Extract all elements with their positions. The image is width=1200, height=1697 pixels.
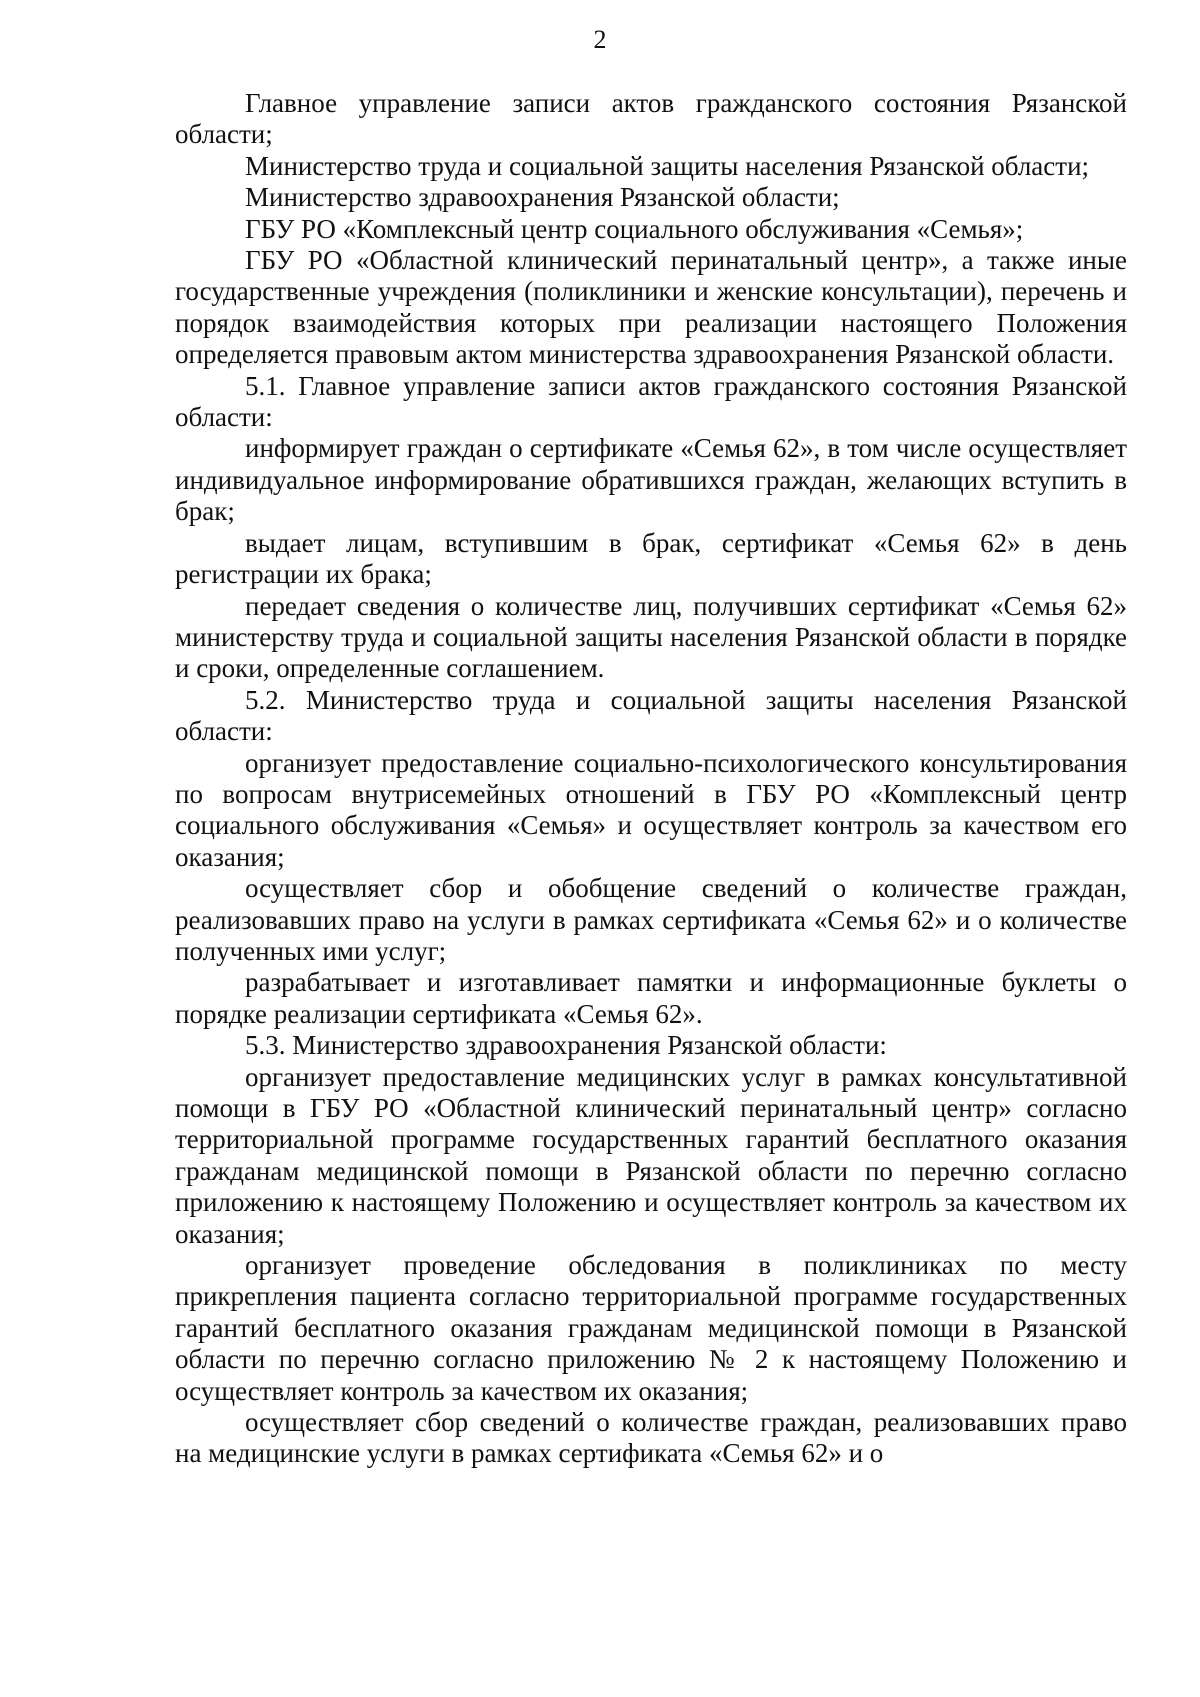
paragraph: осуществляет сбор сведений о количестве граждан, реализовавших право на медицинские услуги в рамках сертификата «Семья 62» и о [175,1407,1127,1469]
paragraph: Министерство здравоохранения Рязанской области; [245,182,840,213]
paragraph: разрабатывает и изготавливает памятки и информационные буклеты о порядке реализации сертификата «Семья 62». [175,967,1127,1029]
paragraph: информирует граждан о сертификате «Семья 62», в том числе осуществляет индивидуальное информирование обратившихся граждан, желающих вступить в брак; [175,433,1127,527]
page-number: 2 [593,25,607,54]
paragraph: выдает лицам, вступившим в брак, сертификат «Семья 62» в день регистрации их брака; [175,527,1127,590]
paragraph: передает сведения о количестве лиц, получивших сертификат «Семья 62» министерству труда и социальной защиты населения Рязанской области в порядке и сроки, определенные соглашением. [175,590,1127,684]
paragraph: ГБУ РО «Комплексный центр социального обслуживания «Семья»; [245,213,1024,244]
paragraph: осуществляет сбор и обобщение сведений о количестве граждан, реализовавших право на услуги в рамках сертификата «Семья 62» и о количестве полученных ими услуг; [175,873,1127,966]
paragraph: ГБУ РО «Областной клинический перинатальный центр», а также иные государственные учреждения (поликлиники и женские консультации), перечень и порядок взаимодействия которых при реализации настоящего Положения определяется правовым актом министерства здравоохранения Рязанской области. [175,245,1127,370]
paragraph: организует предоставление социально-психологического консультирования по вопросам внутрисемейных отношений в ГБУ РО «Комплексный центр социального обслуживания «Семья» и осуществляет контроль за качеством его оказания; [175,747,1127,872]
paragraph: организует предоставление медицинских услуг в рамках консультативной помощи в ГБУ РО «Областной клинический перинатальный центр» согласно территориальной программе государственных гарантий бесплатного оказания гражданам медицинской помощи в Рязанской области по перечню согласно приложению к настоящему Положению и осуществляет контроль за качеством их оказания; [175,1061,1127,1249]
section-heading-5-1: 5.1. Главное управление записи актов гражданского состояния Рязанской области: [175,370,1127,433]
section-heading-5-2: 5.2. Министерство труда и социальной защиты населения Рязанской области: [175,684,1127,747]
paragraph: Главное управление записи актов гражданского состояния Рязанской области; [175,88,1127,150]
document-body [175,88,1127,1470]
paragraph: Министерство труда и социальной защиты населения Рязанской области; [245,150,1090,181]
section-heading-5-3: 5.3. Министерство здравоохранения Рязанской области: [245,1030,887,1061]
paragraph: организует проведение обследования в поликлиниках по месту прикрепления пациента согласно территориальной программе государственных гарантий бесплатного оказания гражданам медицинской помощи в Рязанской области по перечню согласно приложению № 2 к настоящему Положению и осуществляет контроль за качеством их оказания; [175,1250,1127,1406]
